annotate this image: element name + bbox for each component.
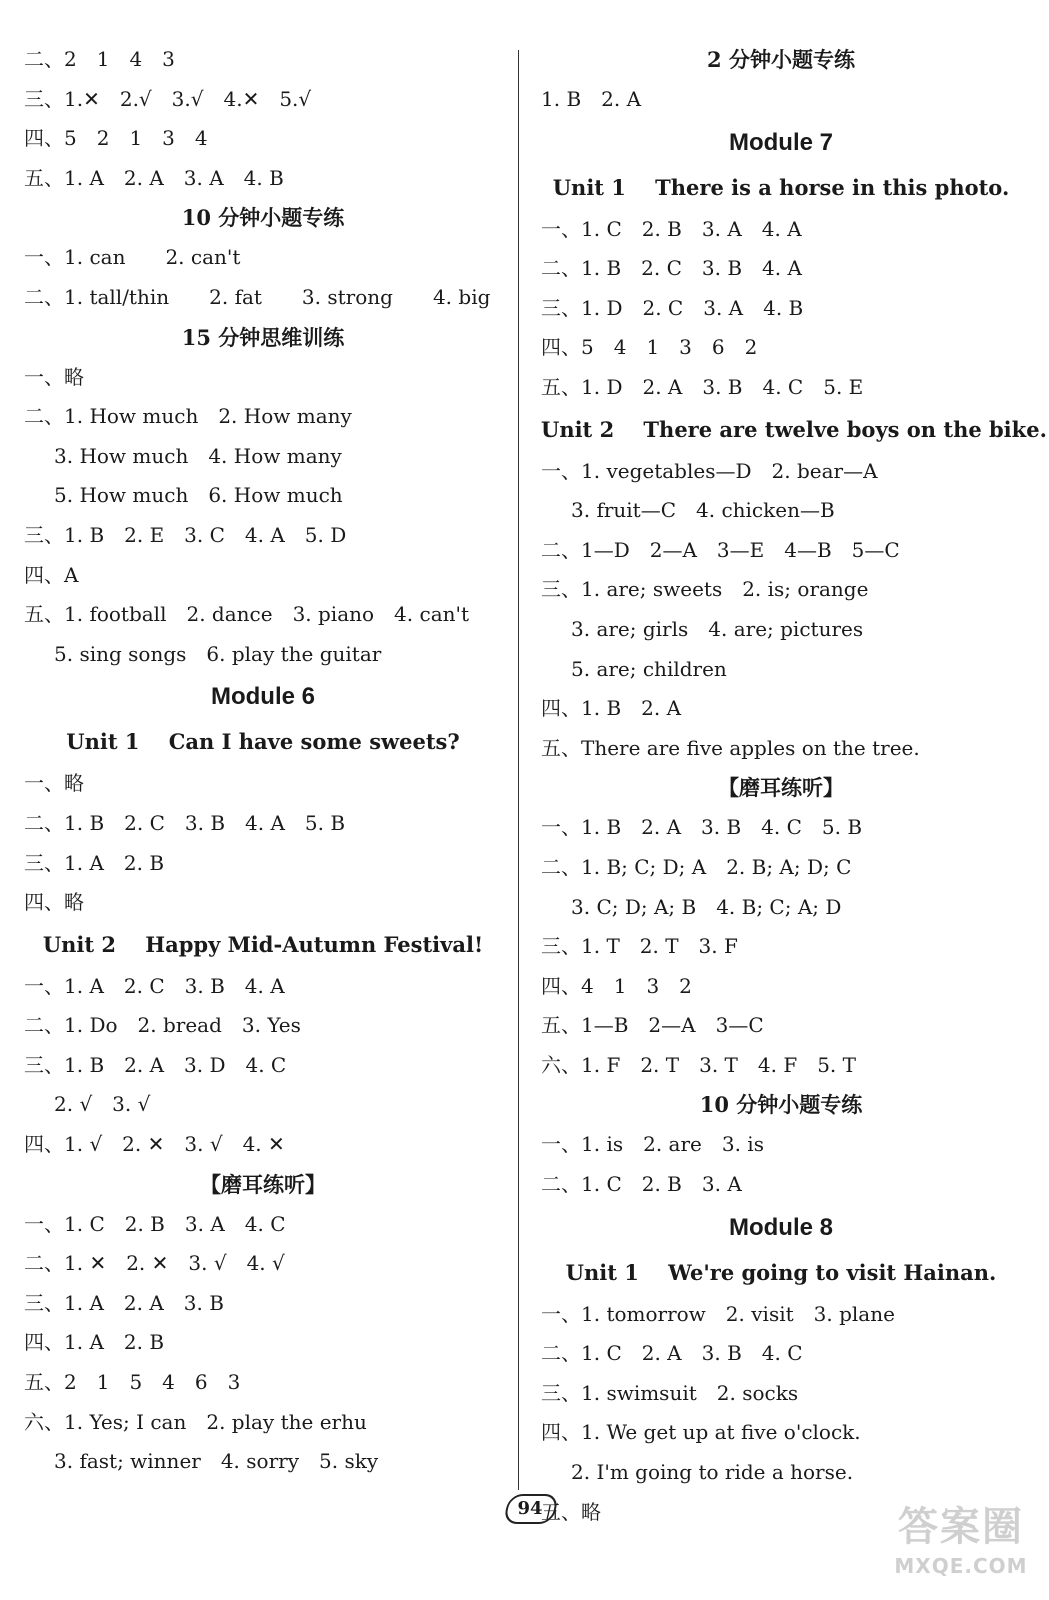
- answer-line: 一、1. C 2. B 3. A 4. A: [541, 216, 802, 241]
- answer-line: 三、1. are; sweets 2. is; orange: [541, 577, 869, 602]
- answer-line: 四、5 2 1 3 4: [24, 126, 208, 151]
- answer-line: 五、1. A 2. A 3. A 4. B: [24, 165, 284, 190]
- answer-line: 5. How much 6. How much: [54, 483, 343, 508]
- answer-line: 3. C; D; A; B 4. B; C; A; D: [571, 894, 842, 919]
- answer-line: 5. are; children: [571, 656, 727, 681]
- answer-line: 六、1. F 2. T 3. T 4. F 5. T: [541, 1052, 856, 1077]
- page-number: 94: [500, 1490, 560, 1526]
- answer-line: 四、A: [24, 562, 79, 587]
- answer-line: 三、1.✕ 2.√ 3.√ 4.✕ 5.√: [24, 86, 312, 111]
- answer-line: 2. √ 3. √: [54, 1092, 151, 1117]
- watermark-url: MXQE.COM: [894, 1554, 1028, 1578]
- answer-line: 四、1. We get up at five o'clock.: [541, 1420, 861, 1445]
- answer-line: 六、1. Yes; I can 2. play the erhu: [24, 1409, 367, 1434]
- module-title: Module 8: [728, 1213, 833, 1241]
- answer-line: 二、1. B 2. C 3. B 4. A 5. B: [24, 810, 346, 835]
- heading-title: 【磨耳练听】: [718, 775, 844, 801]
- answer-line: 三、1. A 2. B: [24, 850, 165, 875]
- left-column: [24, 40, 502, 1482]
- answer-line: 四、1. A 2. B: [24, 1330, 165, 1355]
- answer-line: 一、1. can 2. can't: [24, 245, 241, 270]
- answer-line: 二、1. B; C; D; A 2. B; A; D; C: [541, 854, 852, 879]
- answer-line: 1. B 2. A: [541, 87, 642, 111]
- answer-line: 一、1. C 2. B 3. A 4. C: [24, 1211, 286, 1236]
- answer-line: 三、1. A 2. A 3. B: [24, 1290, 224, 1315]
- unit-title: Unit 1 Can I have some sweets?: [66, 729, 460, 755]
- answer-line: 四、4 1 3 2: [541, 973, 692, 998]
- answer-line: 四、1. B 2. A: [541, 696, 682, 721]
- answer-line: 二、1. How much 2. How many: [24, 404, 352, 429]
- heading-title: 2 分钟小题专练: [707, 47, 855, 72]
- unit-title: Unit 1 We're going to visit Hainan.: [565, 1259, 997, 1285]
- watermark-logo: [891, 1500, 1031, 1590]
- watermark-text: 答案圈: [898, 1504, 1024, 1550]
- heading-title: 15 分钟思维训练: [181, 324, 345, 350]
- answer-line: 一、略: [24, 364, 84, 389]
- answer-line: 二、1—D 2—A 3—E 4—B 5—C: [541, 537, 900, 562]
- answer-line: 三、1. D 2. C 3. A 4. B: [541, 295, 804, 320]
- answer-line: 一、1. A 2. C 3. B 4. A: [24, 973, 285, 998]
- answer-line: 二、1. tall/thin 2. fat 3. strong 4. big: [24, 284, 491, 309]
- answer-line: 一、1. tomorrow 2. visit 3. plane: [541, 1301, 895, 1326]
- answer-line: 3. fast; winner 4. sorry 5. sky: [54, 1449, 379, 1474]
- answer-line: 一、1. B 2. A 3. B 4. C 5. B: [541, 815, 863, 840]
- answer-line: 一、1. is 2. are 3. is: [541, 1132, 764, 1157]
- answer-line: 2. I'm going to ride a horse.: [571, 1460, 854, 1485]
- answer-line: 二、1. ✕ 2. ✕ 3. √ 4. √: [24, 1251, 285, 1276]
- answer-line: 五、There are five apples on the tree.: [541, 735, 920, 760]
- answer-line: 二、1. B 2. C 3. B 4. A: [541, 256, 802, 281]
- answer-line: 二、1. C 2. B 3. A: [541, 1172, 742, 1197]
- answer-line: 五、略: [541, 1499, 601, 1524]
- answer-line: 五、1—B 2—A 3—C: [541, 1013, 764, 1038]
- answer-line: 二、1. C 2. A 3. B 4. C: [541, 1341, 803, 1366]
- answer-line: 四、略: [24, 890, 84, 915]
- answer-line: 四、5 4 1 3 6 2: [541, 335, 758, 360]
- answer-line: 二、1. Do 2. bread 3. Yes: [24, 1013, 301, 1038]
- answer-line: 五、1. football 2. dance 3. piano 4. can't: [24, 602, 470, 627]
- answer-line: 三、1. B 2. A 3. D 4. C: [24, 1052, 287, 1077]
- answer-line: 二、2 1 4 3: [24, 47, 175, 71]
- answer-line: 三、1. swimsuit 2. socks: [541, 1380, 799, 1405]
- answer-line: 四、1. √ 2. ✕ 3. √ 4. ✕: [24, 1132, 285, 1157]
- heading-title: 【磨耳练听】: [200, 1171, 326, 1197]
- answer-line: 三、1. B 2. E 3. C 4. A 5. D: [24, 522, 347, 547]
- module-title: Module 7: [728, 128, 833, 156]
- column-divider: [518, 50, 519, 1490]
- heading-title: 10 分钟小题专练: [699, 1092, 863, 1118]
- answer-line: 3. How much 4. How many: [54, 443, 342, 468]
- answer-line: 3. fruit—C 4. chicken—B: [571, 498, 835, 523]
- right-column: [541, 40, 1047, 1532]
- unit-title: Unit 2 There are twelve boys on the bike.: [541, 416, 1047, 442]
- answer-line: 3. are; girls 4. are; pictures: [571, 616, 864, 641]
- answer-line: 一、1. vegetables—D 2. bear—A: [541, 458, 878, 483]
- module-title: Module 6: [210, 683, 315, 711]
- heading-title: 10 分钟小题专练: [181, 205, 345, 231]
- answer-line: 三、1. T 2. T 3. F: [541, 934, 738, 959]
- answer-line: 5. sing songs 6. play the guitar: [54, 641, 382, 666]
- answer-line: 五、1. D 2. A 3. B 4. C 5. E: [541, 374, 864, 399]
- answer-line: 一、略: [24, 771, 84, 796]
- unit-title: Unit 2 Happy Mid-Autumn Festival!: [42, 931, 484, 957]
- answer-line: 五、2 1 5 4 6 3: [24, 1370, 241, 1395]
- unit-title: Unit 1 There is a horse in this photo.: [552, 174, 1010, 200]
